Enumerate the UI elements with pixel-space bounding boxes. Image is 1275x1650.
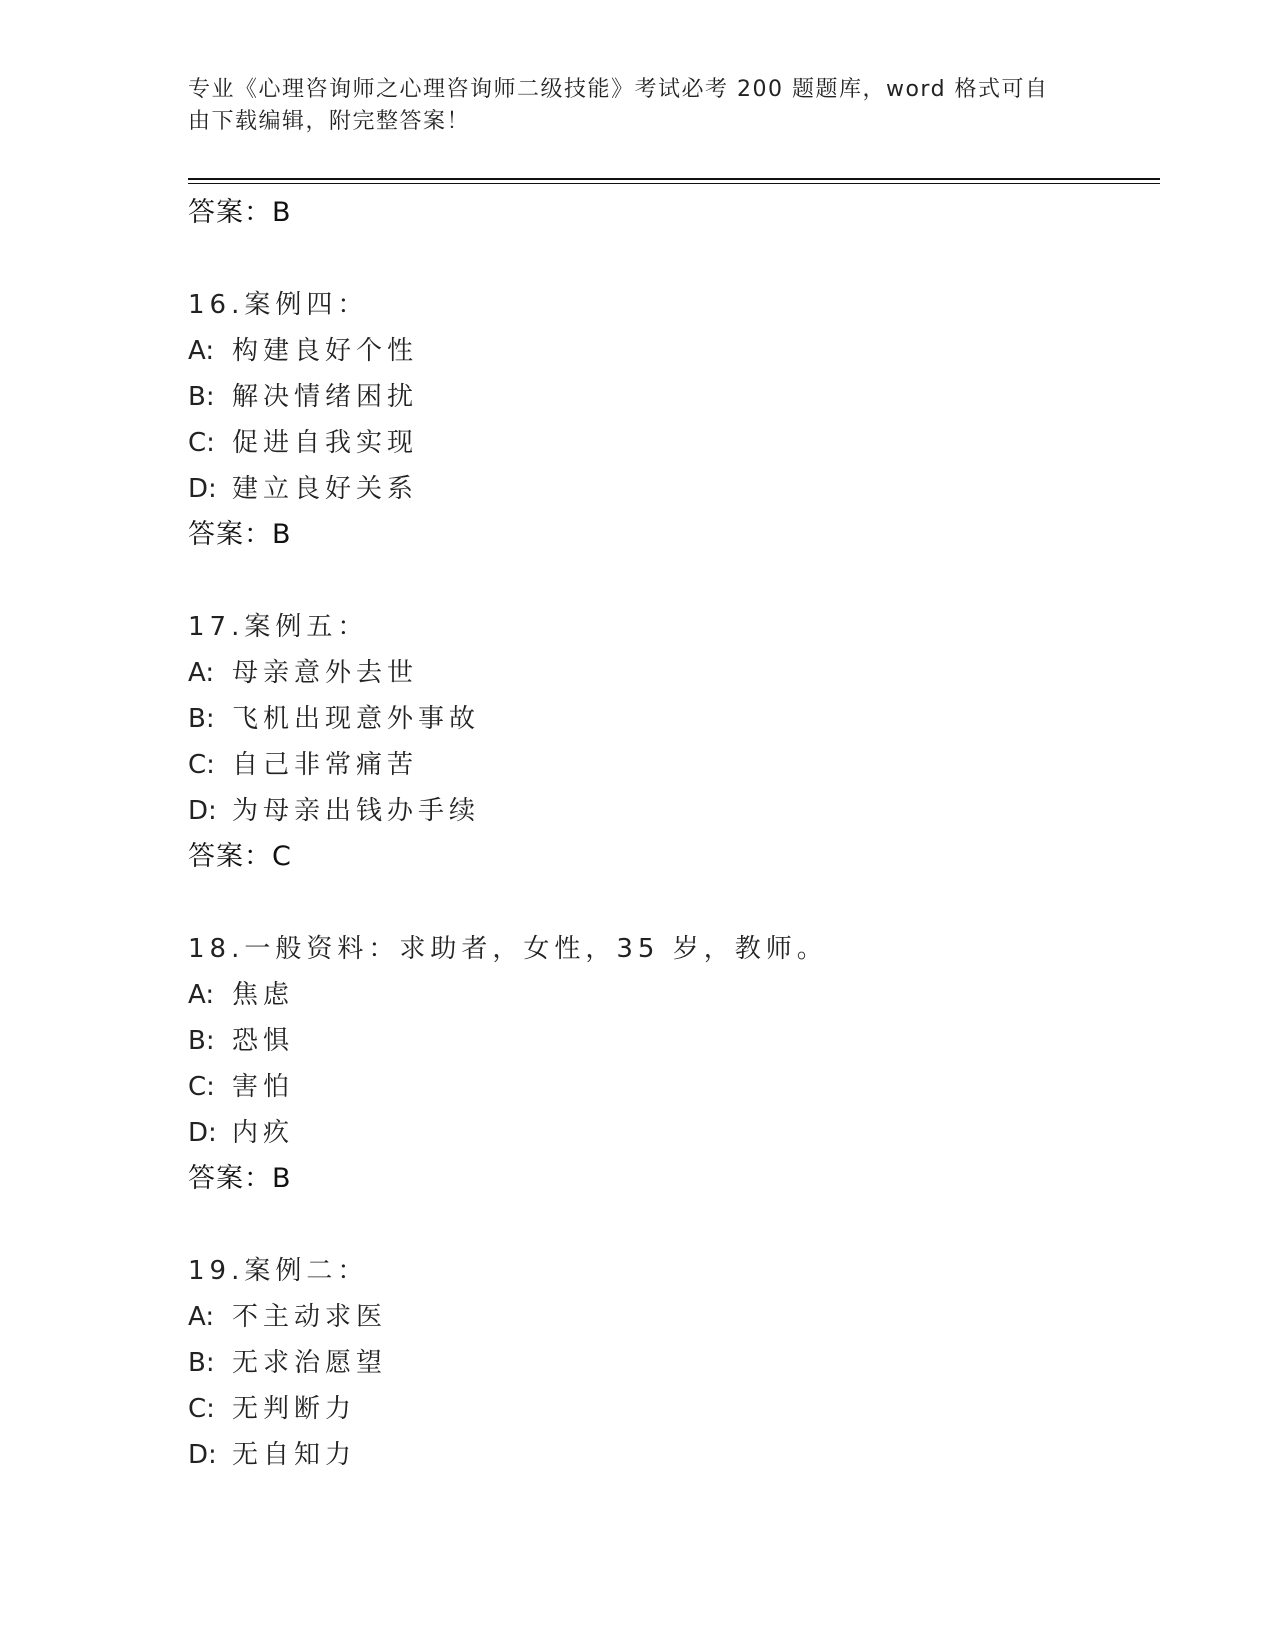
option-text: 促进自我实现 bbox=[232, 428, 419, 458]
document-header bbox=[188, 74, 1068, 138]
option-text: 建立良好关系 bbox=[232, 474, 419, 504]
option-key: B: bbox=[188, 1026, 215, 1056]
option-key: A: bbox=[188, 980, 215, 1010]
option-text: 害怕 bbox=[232, 1072, 295, 1102]
answer-line: 答案：B bbox=[188, 519, 292, 550]
option-key: D: bbox=[188, 1118, 217, 1148]
header-line-1: 专业《心理咨询师之心理咨询师二级技能》考试必考 200 题题库，word 格式可自 bbox=[188, 77, 1049, 102]
option-c bbox=[188, 1386, 1148, 1432]
option-c bbox=[188, 742, 1148, 788]
question-list bbox=[188, 190, 1148, 1478]
option-text: 为母亲出钱办手续 bbox=[232, 796, 481, 826]
option-text: 飞机出现意外事故 bbox=[232, 704, 481, 734]
spacer bbox=[188, 880, 1148, 926]
question-block bbox=[188, 926, 1148, 1248]
option-a bbox=[188, 972, 1148, 1018]
option-a bbox=[188, 650, 1148, 696]
option-b bbox=[188, 1018, 1148, 1064]
question-stem: 16.案例四： bbox=[188, 290, 369, 320]
header-line-2: 由下载编辑，附完整答案！ bbox=[188, 109, 471, 134]
answer-line: 答案：B bbox=[188, 1163, 292, 1194]
option-key: C: bbox=[188, 428, 215, 458]
header-divider-thin bbox=[188, 183, 1160, 184]
spacer bbox=[188, 236, 1148, 282]
option-key: D: bbox=[188, 796, 217, 826]
question-block bbox=[188, 604, 1148, 926]
question-stem: 19.案例二： bbox=[188, 1256, 369, 1286]
option-text: 自己非常痛苦 bbox=[232, 750, 419, 780]
option-key: C: bbox=[188, 750, 215, 780]
option-d bbox=[188, 1110, 1148, 1156]
option-text: 母亲意外去世 bbox=[232, 658, 419, 688]
option-b bbox=[188, 696, 1148, 742]
option-text: 内疚 bbox=[232, 1118, 295, 1148]
option-key: D: bbox=[188, 1440, 217, 1470]
option-key: B: bbox=[188, 382, 215, 412]
option-d bbox=[188, 788, 1148, 834]
option-a bbox=[188, 328, 1148, 374]
option-key: B: bbox=[188, 1348, 215, 1378]
option-key: A: bbox=[188, 336, 215, 366]
answer-line: 答案：B bbox=[188, 197, 292, 228]
option-d bbox=[188, 466, 1148, 512]
option-b bbox=[188, 374, 1148, 420]
header-divider-thick bbox=[188, 178, 1160, 180]
answer-line: 答案：C bbox=[188, 841, 292, 872]
option-b bbox=[188, 1340, 1148, 1386]
option-c bbox=[188, 420, 1148, 466]
option-text: 恐惧 bbox=[232, 1026, 295, 1056]
option-text: 不主动求医 bbox=[232, 1302, 388, 1332]
question-stem: 17.案例五： bbox=[188, 612, 369, 642]
spacer bbox=[188, 558, 1148, 604]
option-key: C: bbox=[188, 1394, 215, 1424]
option-a bbox=[188, 1294, 1148, 1340]
question-stem: 18.一般资料：求助者，女性，35 岁，教师。 bbox=[188, 934, 828, 964]
option-text: 解决情绪困扰 bbox=[232, 382, 419, 412]
option-key: A: bbox=[188, 658, 215, 688]
option-text: 构建良好个性 bbox=[232, 336, 419, 366]
option-key: A: bbox=[188, 1302, 215, 1332]
option-text: 无判断力 bbox=[232, 1394, 357, 1424]
option-text: 焦虑 bbox=[232, 980, 295, 1010]
spacer bbox=[188, 1202, 1148, 1248]
option-c bbox=[188, 1064, 1148, 1110]
question-block bbox=[188, 1248, 1148, 1478]
option-key: D: bbox=[188, 474, 217, 504]
option-d bbox=[188, 1432, 1148, 1478]
option-key: B: bbox=[188, 704, 215, 734]
option-text: 无求治愿望 bbox=[232, 1348, 388, 1378]
option-key: C: bbox=[188, 1072, 215, 1102]
question-block bbox=[188, 282, 1148, 604]
option-text: 无自知力 bbox=[232, 1440, 357, 1470]
